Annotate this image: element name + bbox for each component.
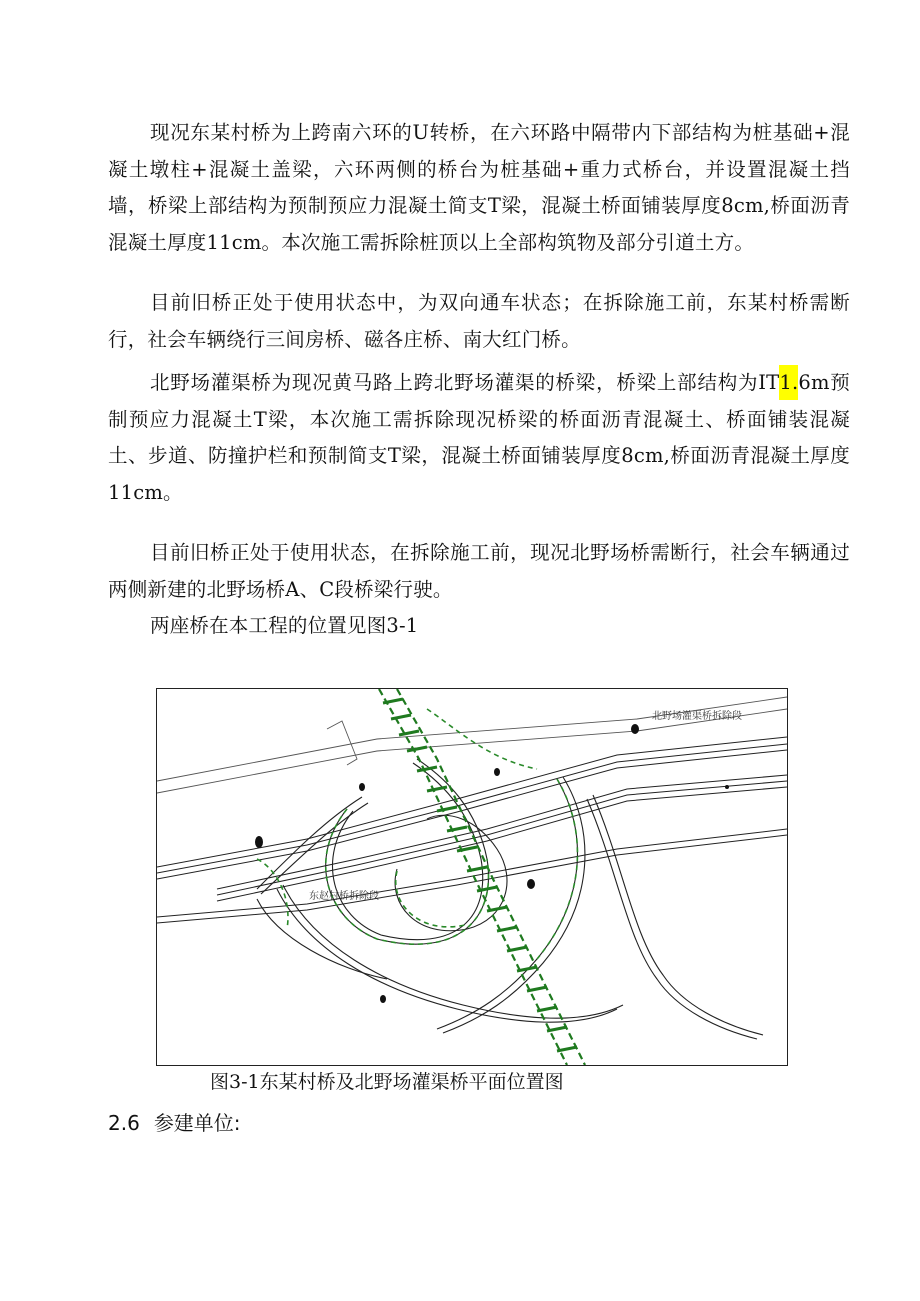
paragraph-east-village-bridge: 现况东某村桥为上跨南六环的U转桥，在六环路中隔带内下部结构为桩基础+混凝土墩柱+混凝土盖梁，六环两侧的桥台为桩基础+重力式桥台，并设置混凝土挡墙，桥梁上部结构为预制预应力混凝土简支T梁，混凝土桥面铺装厚度8cm,桥面沥青混凝土厚度11cm。本次施工需拆除桩顶以上全部构筑物及部分引道土方。 (108, 121, 850, 254)
paragraph-beiyechang-text-a: 北野场灌渠桥为现况黄马路上跨北野场灌渠的桥梁，桥梁上部结构为IT (150, 371, 780, 394)
interchange-drawing (157, 689, 787, 1065)
paragraph-current-status: 目前旧桥正处于使用状态中，为双向通车状态；在拆除施工前，东某村桥需断行，社会车辆绕行三间房桥、磁各庄桥、南大红门桥。 (108, 291, 850, 351)
paragraph-beiyechang-bridge (108, 365, 850, 511)
paragraph-figure-reference: 两座桥在本工程的位置见图3-1 (150, 614, 419, 637)
highlighted-text: 1. (779, 365, 798, 400)
figure-caption: 图3-1东某村桥及北野场灌渠桥平面位置图 (210, 1071, 564, 1093)
paragraph-beiyechang-text-b: 6m预制预应力混凝土T梁，本次施工需拆除现况桥梁的桥面沥青混凝土、桥面铺装混凝土、步道、防撞护栏和预制简支T梁，混凝土桥面铺装厚度8cm,桥面沥青混凝土厚度11cm。 (108, 371, 850, 504)
label-dongzhao-demolition: 东赵村桥拆除段 (309, 891, 379, 902)
paragraph-beiyechang-status: 目前旧桥正处于使用状态，在拆除施工前，现况北野场桥需断行，社会车辆通过两侧新建的北野场桥A、C段桥梁行驶。 (108, 541, 850, 601)
section-heading (108, 1108, 241, 1138)
section-title: 参建单位: (153, 1111, 241, 1135)
section-number: 2.6 (108, 1111, 140, 1135)
interchange-plan-figure (156, 688, 788, 1066)
label-beiyechang-demolition: 北野场灌渠桥拆除段 (652, 711, 742, 722)
